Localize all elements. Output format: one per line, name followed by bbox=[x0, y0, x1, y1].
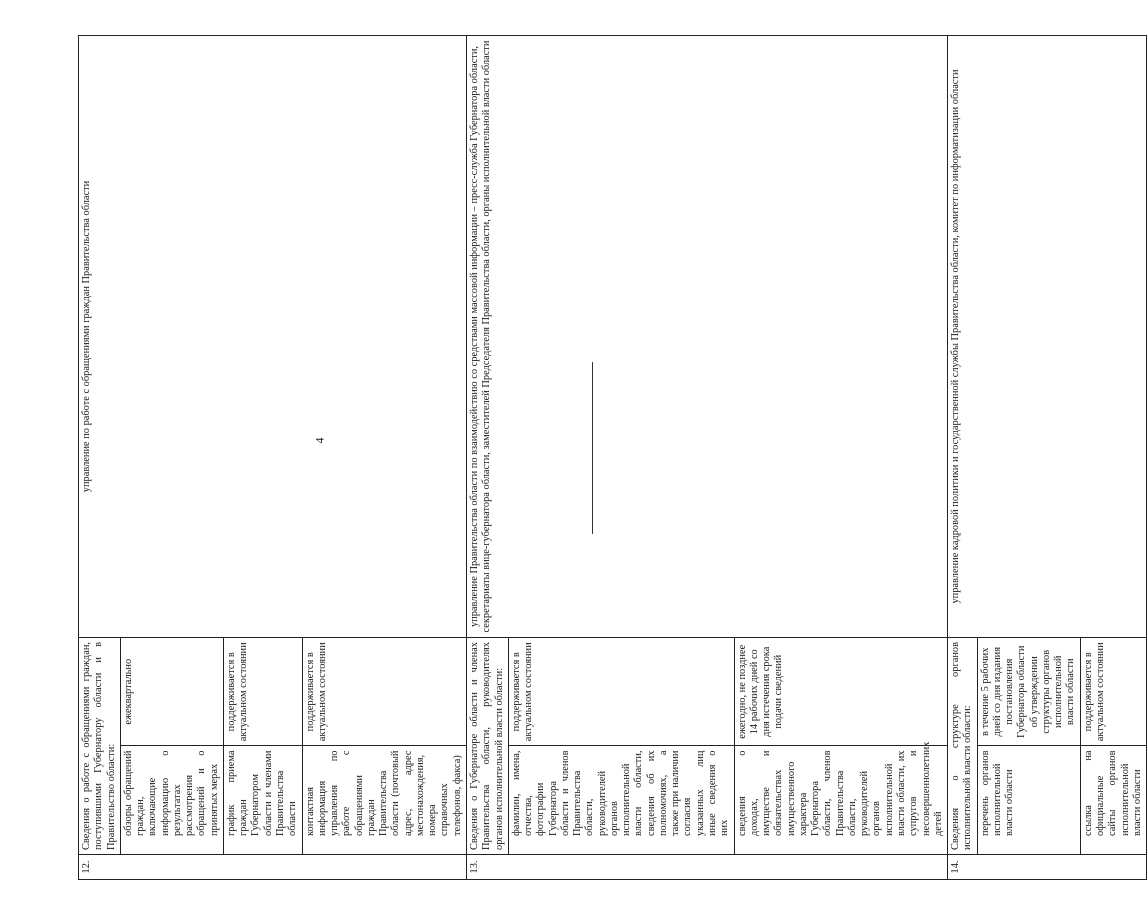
row-number: 13. bbox=[466, 855, 947, 880]
row-number: 14. bbox=[948, 855, 1147, 880]
responsible-cell: управление по работе с обращениями граждан Правительства области bbox=[79, 36, 467, 638]
row-number: 12. bbox=[79, 855, 467, 880]
item-text: обзоры обращений граждан, включающие информацию о результатах рассмотрения обращений и о принятых мерах bbox=[120, 746, 223, 855]
item-text: ссылка на официальные сайты органов исполнительной власти области bbox=[1080, 746, 1146, 855]
item-period: поддерживается в актуальном состоянии bbox=[302, 638, 466, 747]
item-text: график приема граждан Губернатором области и членами Правительства области bbox=[223, 746, 302, 855]
item-period: поддерживается в актуальном состоянии bbox=[508, 638, 734, 747]
item-period: ежегодно, не позднее 14 рабочих дней со дня истечения срока подачи сведений bbox=[734, 638, 948, 747]
responsible-cell: управление Правительства области по взаимодействию со средствами массовой информации – пресс-служба Губернатора области, секретариаты вице-губернатора области, заместителей Председателя Правительства области, органы исполнительной власти области bbox=[466, 36, 947, 638]
item-period: поддерживается в актуальном состоянии bbox=[223, 638, 302, 747]
item-period: поддерживается в актуальном состоянии bbox=[1080, 638, 1146, 747]
row-heading: Сведения о работе с обращениями граждан, поступившими Губернатору области и в Правительство области: bbox=[79, 638, 121, 855]
info-table bbox=[78, 35, 1147, 880]
row-heading: Сведения о Губернаторе области и членах Правительства области, руководителях органов исполнительной власти области: bbox=[466, 638, 508, 855]
responsible-cell: управление кадровой политики и государственной службы Правительства области, комитет по информатизации области bbox=[948, 36, 1147, 638]
table-row bbox=[466, 36, 508, 880]
item-text: перечень органов исполнительной власти области bbox=[977, 746, 1080, 855]
item-period: в течение 5 рабочих дней со дня издания постановления Губернатора области об утверждении структуры органов исполнительной власти области bbox=[977, 638, 1080, 747]
page-number: 4 bbox=[312, 437, 327, 444]
item-text: фамилии, имена, отчества, фотографии Губернатора области и членов Правительства области, руководителей органов исполнительной власти области, сведения об их полномочиях, а также при наличии согласия указанных лиц иные сведения о них bbox=[508, 746, 734, 855]
table-row bbox=[79, 36, 121, 880]
item-text: сведения о доходах, имуществе и обязательствах имущественного характера Губернатора области, членов Правительства области, руководителей органов исполнительной власти области, их супругов и несовершеннолетних детей bbox=[734, 746, 948, 855]
item-text: контактная информация управления по работе с обращениями граждан Правительства области (почтовый адрес, адрес местонахождения, номера справочных телефонов, факса) bbox=[302, 746, 466, 855]
item-period: ежеквартально bbox=[120, 638, 223, 747]
table-row bbox=[948, 36, 978, 880]
document-table-rotated bbox=[78, 35, 1143, 880]
row-heading: Сведения о структуре органов исполнительной власти области: bbox=[948, 638, 978, 855]
